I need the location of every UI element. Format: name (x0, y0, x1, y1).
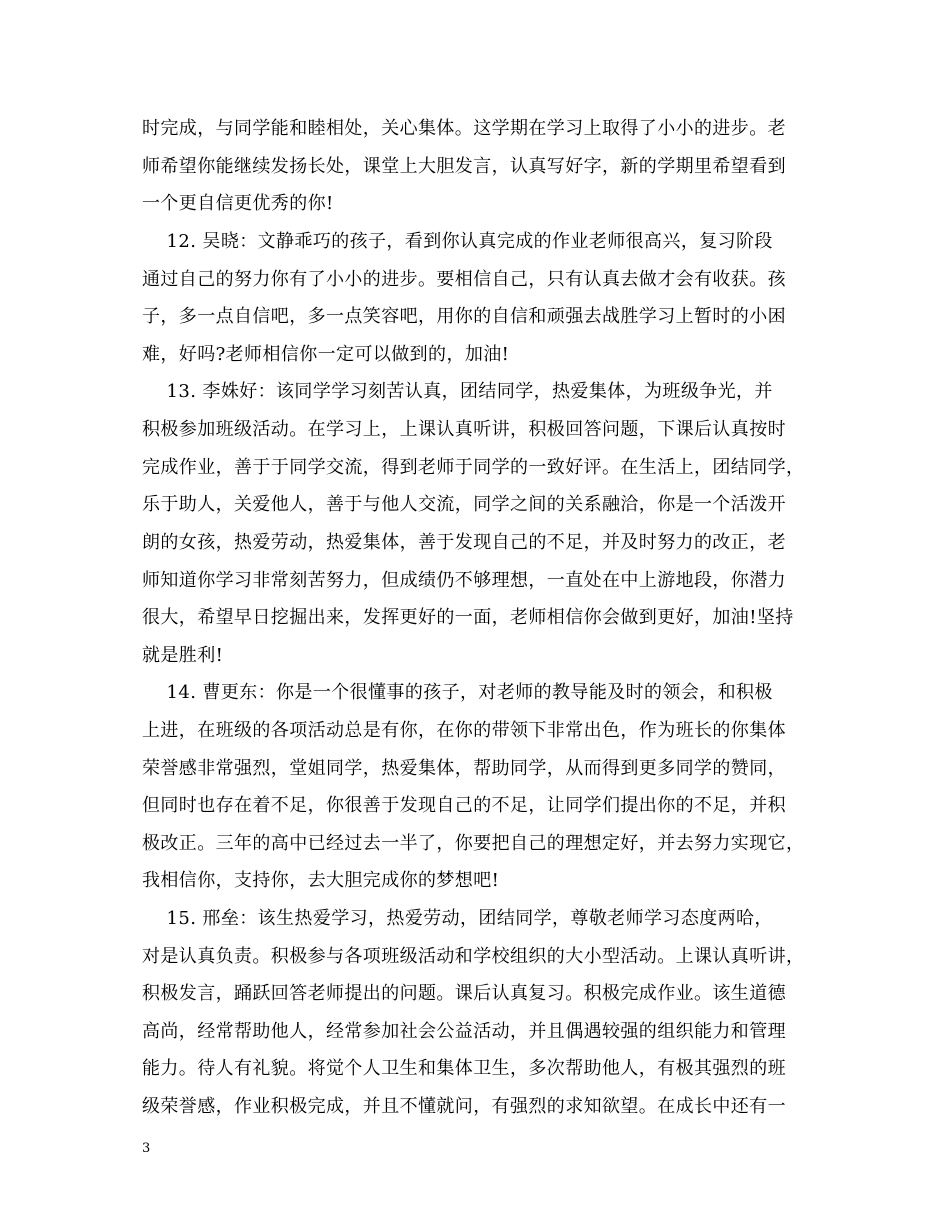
text-line: 师知道你学习非常刻苦努力，但成绩仍不够理想，一直处在中上游地段，你潜力 (142, 570, 786, 591)
text-line: 完成作业，善于于同学交流，得到老师于同学的一致好评。在生活上，团结同学， (142, 457, 805, 478)
text-line: 12. 吴晓：文静乖巧的孩子，看到你认真完成的作业老师很高兴，复习阶段 (142, 231, 773, 252)
text-line: 很大，希望早日挖掘出来，发挥更好的一面，老师相信你会做到更好，加油!坚持 (142, 607, 794, 628)
page-number: 3 (142, 1141, 151, 1156)
text-line: 就是胜利! (142, 645, 224, 666)
text-line: 师希望你能继续发扬长处，课堂上大胆发言，认真写好字，新的学期里希望看到 (142, 156, 786, 177)
text-line: 荣誉感非常强烈，堂姐同学，热爱集体，帮助同学，从而得到更多同学的赞同， (142, 758, 786, 779)
text-line: 14. 曹更东：你是一个很懂事的孩子，对老师的教导能及时的领会，和积极 (142, 682, 773, 703)
text-line: 上进，在班级的各项活动总是有你，在你的带领下非常出色，作为班长的你集体 (142, 720, 786, 741)
text-line: 通过自己的努力你有了小小的进步。要相信自己，只有认真去做才会有收获。孩 (142, 269, 786, 290)
text-line: 高尚，经常帮助他人，经常参加社会公益活动，并且偶遇较强的组织能力和管理 (142, 1021, 786, 1042)
text-line: 13. 李姝好：该同学学习刻苦认真，团结同学，热爱集体，为班级争光，并 (142, 381, 773, 402)
text-line: 能力。待人有礼貌。将觉个人卫生和集体卫生，多次帮助他人，有极其强烈的班 (142, 1058, 786, 1079)
text-line: 子，多一点自信吧，多一点笑容吧，用你的自信和顽强去战胜学习上暂时的小困 (142, 306, 786, 327)
text-line: 级荣誉感，作业积极完成，并且不懂就问，有强烈的求知欲望。在成长中还有一 (142, 1096, 786, 1117)
text-line: 积极发言，踊跃回答老师提出的问题。课后认真复习。积极完成作业。该生道德 (142, 983, 786, 1004)
text-line: 一个更自信更优秀的你! (142, 193, 334, 214)
text-line: 积极参加班级活动。在学习上，上课认真听讲，积极回答问题，下课后认真按时 (142, 419, 786, 440)
text-line: 但同时也存在着不足，你很善于发现自己的不足，让同学们提出你的不足，并积 (142, 795, 786, 816)
text-line: 我相信你，支持你，去大胆完成你的梦想吧! (142, 870, 500, 891)
text-line: 时完成，与同学能和睦相处，关心集体。这学期在学习上取得了小小的进步。老 (142, 118, 786, 139)
text-line: 对是认真负责。积极参与各项班级活动和学校组织的大小型活动。上课认真听讲， (142, 946, 805, 967)
text-line: 乐于助人，关爱他人，善于与他人交流，同学之间的关系融洽，你是一个活泼开 (142, 494, 786, 515)
text-line: 15. 邢垒：该生热爱学习，热爱劳动，团结同学，尊敬老师学习态度两哈， (142, 908, 773, 929)
text-line: 朗的女孩，热爱劳动，热爱集体，善于发现自己的不足，并及时努力的改正，老 (142, 532, 786, 553)
text-line: 难，好吗?老师相信你一定可以做到的，加油! (142, 344, 510, 365)
text-line: 极改正。三年的高中已经过去一半了，你要把自己的理想定好，并去努力实现它， (142, 833, 805, 854)
